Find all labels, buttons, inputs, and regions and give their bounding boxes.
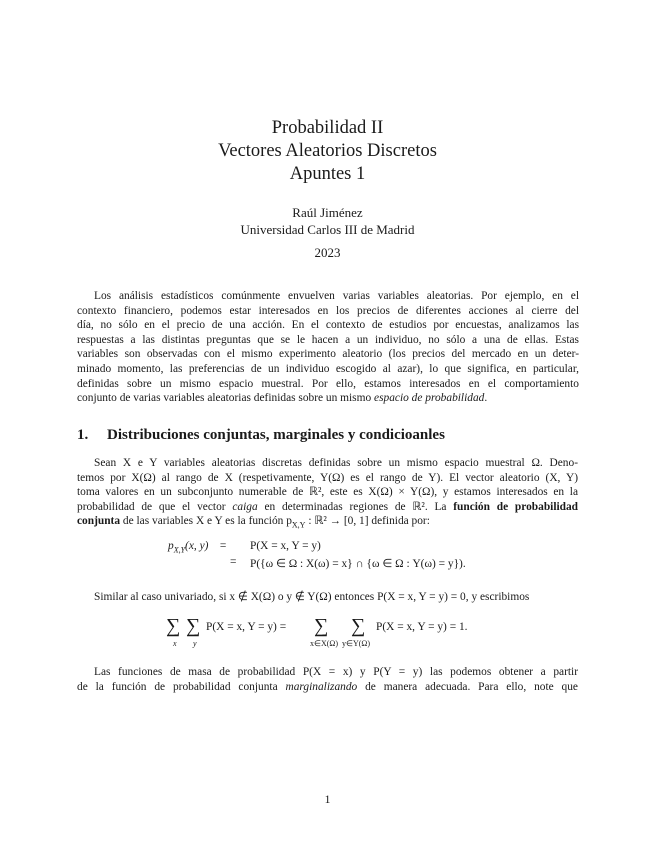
equation-lhs: $p_{X,Y}(x$, y) = [168,540,227,555]
author-name: Raúl Jiménez [292,205,363,220]
author-institution: Universidad Carlos III de Madrid [240,222,415,237]
sum-index: x∈X(Ω) [310,639,339,648]
sum-sign: ∑ [351,615,366,637]
sum-index: x [173,639,177,648]
sum-equation [166,612,496,652]
paragraph-line: conjunta de las variables X e Y es la función $p_{X,Y}$ : ℝ² → [0, 1] definida por: [77,515,430,530]
sum-sign: ∑ [166,615,181,637]
author-block [0,204,655,238]
section-number: 1. [77,427,89,443]
equation-equals: = [230,556,237,568]
paragraph-line: de la función de probabilidad conjunta marginalizando de manera adecuada. Para ello, note que [77,680,578,693]
sum-equation-graphic [166,612,496,652]
abstract-paragraph [77,289,579,406]
bold-term: conjunta [77,515,121,528]
paragraph-line: Las funciones de masa de probabilidad P(X = x) y P(Y = y) las podemos obtener a partir [94,666,578,678]
abstract-line-last: conjunto de varias variables aleatorias definidas sobre un mismo espacio de probabilidad. [77,392,488,405]
sum-term: P(X = x, Y = y) = [206,621,287,633]
emphasis-text: marginalizando [285,680,358,693]
sum-sign: ∑ [314,615,329,637]
document-subtitle: Vectores Aleatorios Discretos [218,141,437,161]
sum-index: y [193,639,197,648]
equation-rhs-2: P({ω ∈ Ω : X(ω) = x} ∩ {ω ∈ Ω : Y(ω) = y}). [250,558,466,570]
paragraph-line: temos por X(Ω) al rango de X (respetivamente, Y(Ω) es el rango de Y). El vector aleatorio (X, Y) [77,471,578,484]
page-number: 1 [324,792,331,806]
title-block [0,117,655,186]
section-heading [77,427,445,444]
abstract-line: definidas sobre un mismo espacio muestral. Por ello, estamos interesados en el comportamiento [77,377,579,390]
section-title: Distribuciones conjuntas, marginales y condicioanles [107,427,445,443]
sum-sign: ∑ [186,615,201,637]
sum-term: P(X = x, Y = y) = 1. [376,621,468,633]
abstract-line: variables son observadas con el mismo experimento aleatorio (los precios del mercado en un deter- [77,348,579,361]
equation-rhs-1: P(X = x, Y = y) [250,540,321,552]
emphasis-text: caiga [232,500,258,513]
paragraph-line: probabilidad de que el vector caiga en determinadas regiones de ℝ². La función de probabilidad [77,500,579,513]
abstract-line: contexto financiero, podemos estar interesados en los precios de diferentes acciones al cierre del [77,304,579,317]
definition-paragraph [77,456,578,533]
paragraph-univariate [77,590,578,605]
abstract-line: Los análisis estadísticos comúnmente envuelven varias variables aleatorias. Por ejemplo, en el [94,290,579,302]
document-year: 2023 [314,245,341,260]
sum-index: y∈Y(Ω) [342,639,371,648]
paragraph-line: toma valores en un subconjunto numerable de ℝ², este es X(Ω) × Y(Ω), y estamos interesados en la [77,486,578,499]
course-title: Probabilidad II [271,118,384,138]
paragraph-line: Similar al caso univariado, si x ∉ X(Ω) o y ∉ Y(Ω) entonces P(X = x, Y = y) = 0, y escribimos [94,591,530,603]
abstract-line: día, no sólo en el precio de una acción. En el contexto de estudios por encuestas, analizamos las [77,319,579,332]
emphasis-text: espacio de probabilidad [374,392,485,405]
abstract-line: respuestas a las distintas preguntas que se le hacen a un individuo, no sólo a una de ellas. Estas [77,333,579,346]
abstract-line: minado momento, las preferencias de un individuo escogido al azar), lo que significa, en particular, [77,362,579,375]
paragraph-marginal [77,665,578,694]
document-label: Apuntes 1 [289,164,366,184]
bold-term: función de probabilidad [453,500,579,513]
paragraph-line: Sean X e Y variables aleatorias discretas definidas sobre un mismo espacio muestral Ω. Deno- [94,457,578,469]
